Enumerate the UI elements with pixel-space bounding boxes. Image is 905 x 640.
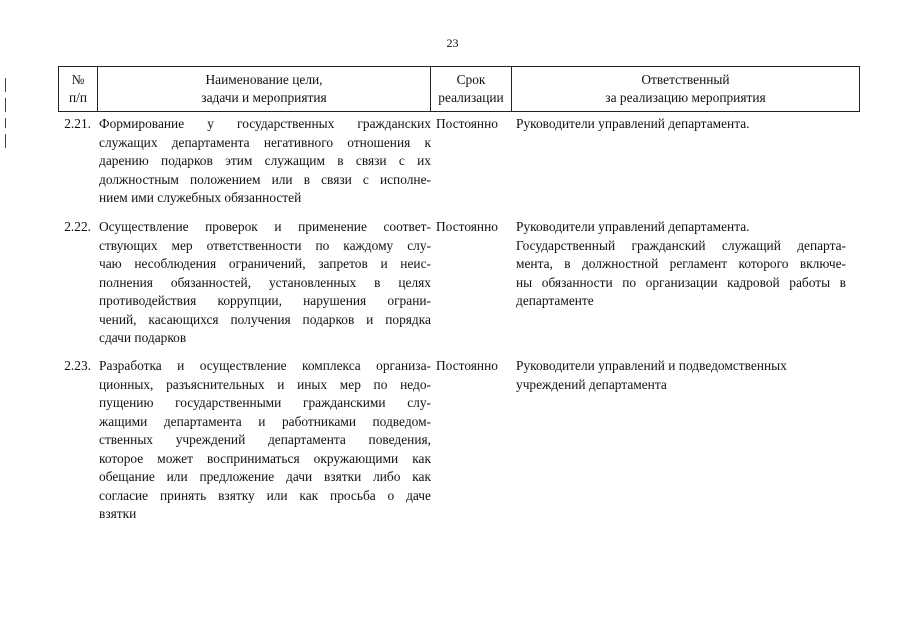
row-responsible-line: учреждений департамента (516, 376, 667, 392)
row-name-line: дарению подарков этим служащим в связи с их (99, 153, 431, 168)
row-name-line: взятки (99, 506, 137, 521)
row-name-line: Осуществление проверок и применение соответ- (99, 219, 431, 234)
page-number: 23 (446, 36, 459, 50)
row-name-line: согласие принять взятку или как просьба о даче (99, 487, 431, 503)
header-name-line-2: задачи и мероприятия (201, 90, 327, 105)
row-responsible (511, 218, 860, 357)
header-responsible-line-2: за реализацию мероприятия (605, 90, 766, 105)
table-row (58, 115, 860, 218)
row-name (96, 357, 431, 527)
header-num-line-1: № (71, 72, 85, 87)
table-row (58, 357, 860, 527)
row-number: 2.22. (64, 219, 91, 234)
header-term-line-1: Срок (456, 72, 486, 87)
row-responsible-line: мента, в должностной регламент которого включе- (516, 256, 846, 271)
row-name-line: ствующих мер ответственности по каждому слу- (99, 237, 431, 253)
row-name-line: противодействия коррупции, нарушения ограни- (99, 293, 431, 308)
row-name-line: полнения обязанностей, установленных в целях (99, 274, 431, 290)
row-responsible (511, 115, 860, 218)
row-name-line: обещание или предложение дачи взятки либо как (99, 469, 431, 484)
header-name-line-1: Наименование цели, (205, 72, 323, 87)
row-number: 2.23. (64, 358, 91, 373)
row-name-line: чений, касающихся получения подарков и порядка (99, 311, 431, 327)
row-name-line: ственных учреждений департамента поведения, (99, 432, 431, 447)
row-responsible (511, 357, 860, 527)
row-name-line: Формирование у государственных гражданских (99, 116, 431, 131)
row-responsible-line: Государственный гражданский служащий департа- (516, 237, 846, 253)
header-num-line-2: п/п (68, 90, 88, 105)
row-responsible-line: Руководители управлений и подведомственных (516, 358, 787, 373)
row-term: Постоянно (436, 358, 498, 373)
row-name-line: нием ими служебных обязанностей (99, 190, 302, 205)
row-name-line: пущению государственными гражданскими слу- (99, 395, 431, 410)
row-name-line: Разработка и осуществление комплекса организа- (99, 358, 431, 373)
row-term: Постоянно (436, 116, 498, 131)
row-name-line: которое может восприниматься окружающими как (99, 450, 431, 466)
row-name-line: чаю несоблюдения ограничений, запретов и неис- (99, 256, 431, 271)
row-name (96, 115, 431, 218)
header-name-cell (98, 67, 431, 112)
table-row (58, 218, 860, 357)
table-body (58, 115, 860, 527)
row-responsible-line: Руководители управлений департамента. (516, 116, 750, 131)
row-number: 2.21. (64, 116, 91, 131)
row-name-line: жащими департамента и работниками подведом- (99, 413, 431, 429)
header-num-cell (59, 67, 98, 112)
row-name-line: служащих департамента негативного отношения к (99, 134, 431, 150)
header-responsible-cell (512, 67, 860, 112)
header-term-cell (431, 67, 512, 112)
margin-marks (5, 78, 7, 154)
header-term-line-2: реализации (438, 90, 504, 105)
row-responsible-line: департаменте (516, 293, 594, 308)
row-name-line: должностным положением или в связи с исполне- (99, 171, 431, 187)
row-name (96, 218, 431, 357)
row-name-line: ционных, разъяснительных и иных мер по недо- (99, 376, 431, 392)
table-header (58, 66, 860, 112)
row-responsible-line: Руководители управлений департамента. (516, 219, 750, 234)
header-responsible-line-1: Ответственный (641, 72, 730, 87)
row-term: Постоянно (436, 219, 498, 234)
row-name-line: сдачи подарков (99, 330, 187, 345)
row-responsible-line: ны обязанности по организации кадровой работы в (516, 274, 846, 290)
